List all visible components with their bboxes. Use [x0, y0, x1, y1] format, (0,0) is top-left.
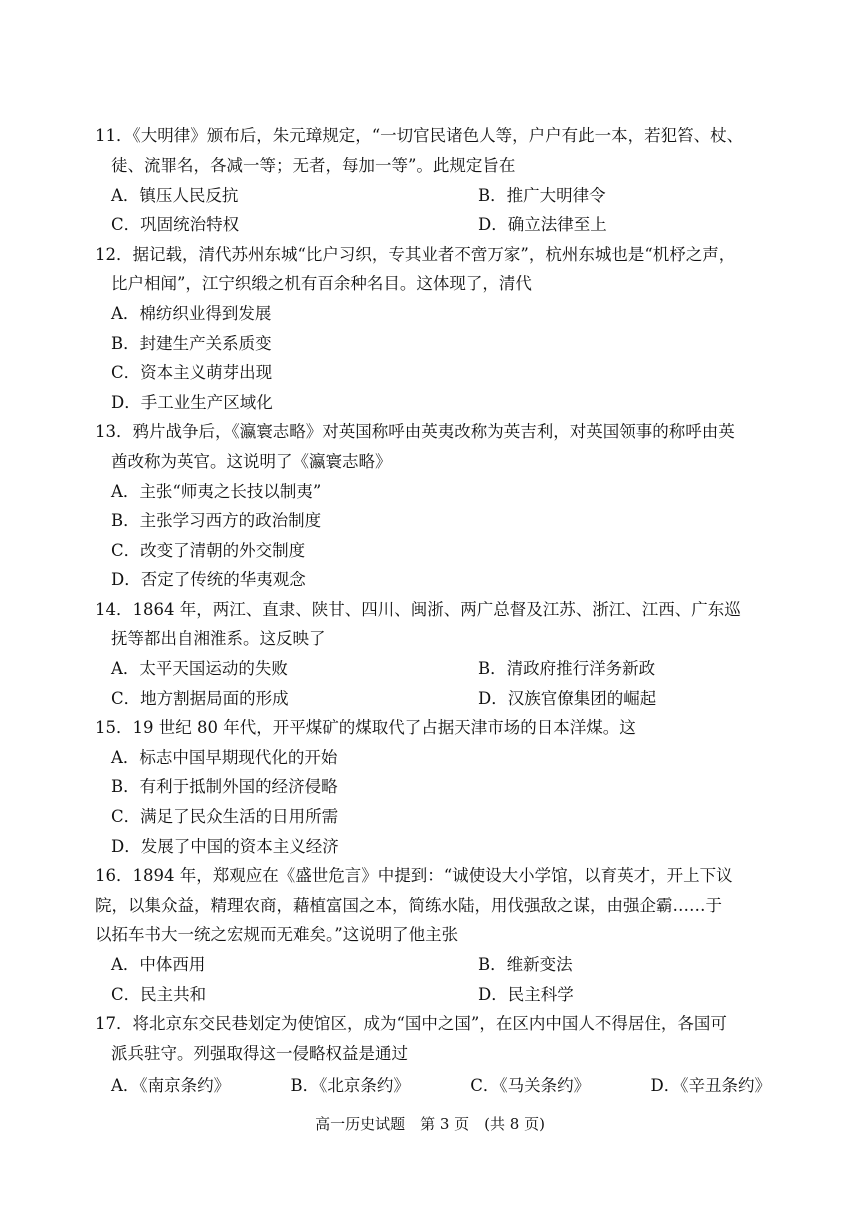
question-14-stem-line-2: 抚等都出自湘淮系。这反映了: [111, 629, 326, 648]
question-17-option-a: A．《南京条约》: [111, 1076, 231, 1095]
question-13-stem-line-2: 酋改称为英官。这说明了《瀛寰志略》: [111, 452, 392, 471]
question-15-option-d: D．发展了中国的资本主义经济: [111, 837, 339, 856]
question-16-option-a: A．中体西用: [111, 955, 206, 974]
question-13-stem-line-1: 13．鸦片战争后，《瀛寰志略》对英国称呼由英夷改称为英吉利，对英国领事的称呼由英: [95, 422, 735, 441]
question-15-stem-line-1: 15．19 世纪 80 年代，开平煤矿的煤取代了占据天津市场的日本洋煤。这: [95, 718, 636, 737]
question-16-option-c: C．民主共和: [111, 985, 207, 1004]
question-16-stem-line-1: 16．1894 年，郑观应在《盛世危言》中提到：“诚使设大小学馆，以育英才，开上下议: [95, 866, 733, 885]
question-12-stem-line-2: 比户相闻”，江宁织缎之机有百余种名目。这体现了，清代: [111, 274, 532, 293]
question-11-stem-line-2: 徒、流罪名，各减一等；无者，每加一等”。此规定旨在: [111, 156, 516, 175]
question-11-stem-line-1: 11．《大明律》颁布后，朱元璋规定，“一切官民诸色人等，户户有此一本，若犯笞、杖、: [95, 126, 744, 145]
question-16-stem-line-3: 以拓车书大一统之宏规而无难矣。”这说明了他主张: [95, 925, 459, 944]
question-11-option-d: D．确立法律至上: [478, 215, 607, 234]
question-16-option-b: B．维新变法: [478, 955, 573, 974]
question-13-option-d: D．否定了传统的华夷观念: [111, 570, 306, 589]
question-12-option-b: B．封建生产关系质变: [111, 334, 272, 353]
question-17-stem-line-2: 派兵驻守。列强取得这一侵略权益是通过: [111, 1044, 408, 1063]
question-12-option-a: A．棉纺织业得到发展: [111, 304, 272, 323]
question-17-option-b: B．《北京条约》: [290, 1076, 410, 1095]
question-12-option-c: C．资本主义萌芽出现: [111, 363, 273, 382]
question-13-option-b: B．主张学习西方的政治制度: [111, 511, 322, 530]
question-17-option-d: D．《辛丑条约》: [650, 1076, 771, 1095]
question-12-option-d: D．手工业生产区域化: [111, 393, 273, 412]
question-12-stem-line-1: 12．据记载，清代苏州东城“比户习织，专其业者不啻万家”，杭州东城也是“机杼之声，: [95, 245, 736, 264]
question-14-option-c: C．地方割据局面的形成: [111, 689, 289, 708]
question-15-option-a: A．标志中国早期现代化的开始: [111, 748, 338, 767]
question-15-option-b: B．有利于抵制外国的经济侵略: [111, 777, 338, 796]
question-17-options: [111, 1075, 771, 1097]
question-13-option-a: A．主张“师夷之长技以制夷”: [111, 482, 322, 501]
question-11-option-a: A．镇压人民反抗: [111, 186, 239, 205]
question-14-option-a: A．太平天国运动的失败: [111, 659, 288, 678]
question-15-option-c: C．满足了民众生活的日用所需: [111, 807, 339, 826]
page-footer: 高一历史试题 第 3 页 (共 8 页): [315, 1115, 545, 1133]
question-16-option-d: D．民主科学: [478, 985, 574, 1004]
question-17-option-c: C．《马关条约》: [470, 1076, 591, 1095]
question-16-stem-line-2: 院，以集众益，精理农商，藉植富国之本，简练水陆，用伐强敌之谋，由强企霸……于: [95, 896, 722, 915]
question-17-stem-line-1: 17．将北京东交民巷划定为使馆区，成为“国中之国”，在区内中国人不得居住，各国可: [95, 1014, 727, 1033]
question-11-option-b: B．推广大明律令: [478, 186, 606, 205]
question-13-option-c: C．改变了清朝的外交制度: [111, 541, 306, 560]
question-14-option-d: D．汉族官僚集团的崛起: [478, 689, 657, 708]
question-11-option-c: C．巩固统治特权: [111, 215, 240, 234]
question-14-option-b: B．清政府推行洋务新政: [478, 659, 656, 678]
question-14-stem-line-1: 14．1864 年，两江、直隶、陕甘、四川、闽浙、两广总督及江苏、浙江、江西、广东巡: [95, 600, 741, 619]
